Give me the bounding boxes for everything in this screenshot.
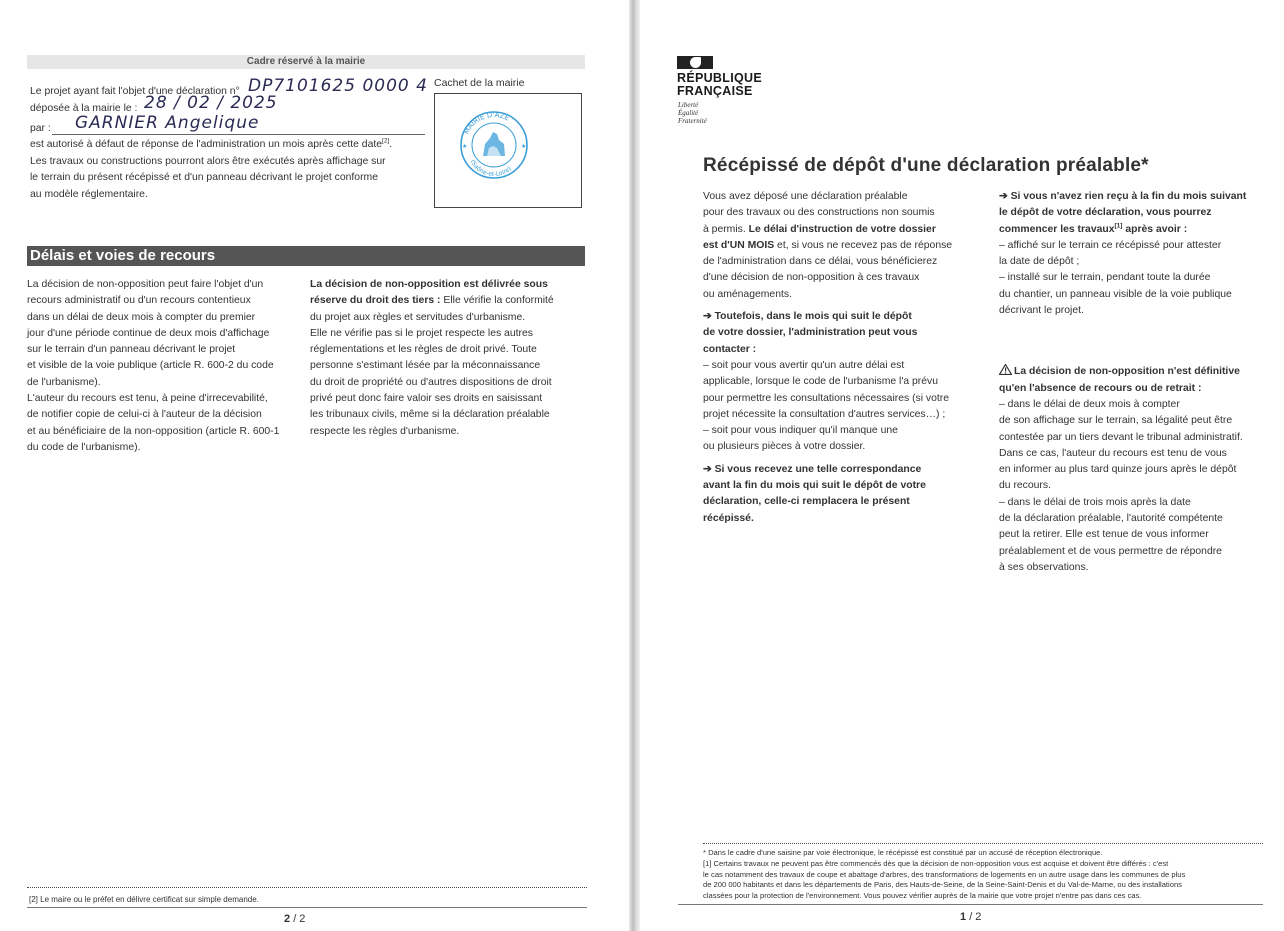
c1-p2-bold-line: ➔ Toutefois, dans le mois qui suit le dépôt — [703, 311, 912, 323]
c2-p2-line: de son affichage sur le terrain, sa légalité peut être — [999, 415, 1233, 427]
motto-egalite: Égalité — [678, 109, 699, 117]
c2-p2-bold-line: qu'en l'absence de recours ou de retrait : — [999, 382, 1202, 394]
c1-p1-line-2: pour des travaux ou des constructions non soumis — [703, 207, 935, 219]
motto-liberte: Liberté — [678, 101, 699, 109]
tiers-text-line: du projet aux règles et servitudes d'urbanisme. — [310, 311, 526, 323]
tiers-text-line: les tribunaux civils, même si la déclaration préalable — [310, 409, 550, 421]
c2-p2-line: – dans le délai de deux mois à compter — [999, 398, 1180, 410]
receipt-column-2 — [999, 189, 1269, 576]
c1-p2-line: pour permettre les consultations nécessaires (si votre — [703, 392, 950, 404]
footer-rule — [27, 907, 587, 908]
c1-p1-line-3b: Le délai d'instruction de votre dossier — [748, 223, 936, 235]
right-col-bold-1: La décision de non-opposition est délivrée sous — [310, 279, 548, 290]
c1-p1-line: d'une décision de non-opposition à ces travaux — [703, 272, 920, 284]
c2-p1-bold-3b: après avoir : — [1122, 223, 1188, 235]
recours-text-line: du code de l'urbanisme). — [27, 441, 141, 453]
page-number-2 — [284, 913, 305, 925]
recours-text-line: jour d'une période continue de deux mois d'affichage — [27, 327, 270, 339]
c2-p2-line: préalablement et de vous permettre de répondre — [999, 545, 1222, 557]
cachet-label: Cachet de la mairie — [434, 77, 525, 89]
c1-p2-bold-line: de votre dossier, l'administration peut vous — [703, 327, 918, 339]
motto-fraternite: Fraternité — [678, 117, 707, 125]
declaration-number-handwritten: DP7101625 0000 4 — [248, 76, 428, 96]
recours-text-line: La décision de non-opposition peut faire l'objet d'un — [27, 279, 264, 290]
c1-p2-line: projet nécessite la consultation d'autres services…) ; — [703, 408, 946, 420]
c2-p2-line: en informer au plus tard quinze jours après le dépôt — [999, 464, 1237, 476]
applicant-row — [30, 113, 425, 138]
c2-p2-line: – dans le délai de trois mois après la date — [999, 496, 1191, 508]
cadre-text-line-1-end: . — [389, 139, 393, 150]
cadre-text-line-2: Les travaux ou constructions pourront alors être exécutés après affichage sur — [30, 155, 386, 167]
recours-text-line: recours administratif ou d'un recours contentieux — [27, 295, 251, 307]
c1-p1-line-4a: est d'UN MOIS — [703, 239, 775, 251]
footnote-line: de 200 000 habitants et dans les départements de Paris, des Hauts-de-Seine, de la Seine-Saint-Denis et du Val-de-Marne, ou des installations — [703, 880, 1182, 890]
footnote-ref-2: [2] — [382, 137, 390, 145]
c1-p3-bold-line: avant la fin du mois qui suit le dépôt de votre — [703, 480, 926, 492]
c1-p3-bold-line: déclaration, celle-ci remplacera le présent — [703, 496, 910, 508]
footnote-separator — [27, 887, 587, 888]
c2-p2-bold-1: La décision de non-opposition n'est définitive — [1014, 366, 1240, 378]
deposit-date-label: déposée à la mairie le : — [30, 103, 138, 114]
page-current: 1 — [960, 911, 967, 923]
c2-p2-line: à ses observations. — [999, 561, 1089, 573]
c1-p1-line-1: Vous avez déposé une déclaration préalable — [703, 191, 908, 202]
footnote-line: classées pour la protection de l'environnement. Vous pouvez vérifier auprès de la mairie que votre projet n'entre pas dans ces cas. — [703, 891, 1142, 901]
c1-p2-line: – soit pour vous indiquer qu'il manque une — [703, 425, 898, 437]
tiers-text-line: du droit de propriété ou d'autres dispositions de droit — [310, 376, 552, 388]
applicant-name-handwritten: GARNIER Angelique — [75, 113, 260, 133]
cadre-form — [30, 76, 428, 203]
applicant-label: par : — [30, 123, 51, 134]
c2-p1-bold-line: ➔ Si vous n'avez rien reçu à la fin du mois suivant — [999, 191, 1247, 202]
document-title: Récépissé de dépôt d'une déclaration préalable* — [703, 155, 1149, 176]
right-col-bold-2: réserve du droit des tiers : — [310, 295, 441, 307]
tiers-text-line: personne s'estimant lésée par la méconnaissance — [310, 360, 541, 372]
cadre-text-line-3: le terrain du présent récépissé et d'un panneau décrivant le projet conforme — [30, 172, 378, 183]
c2-p1-bold-line: le dépôt de votre déclaration, vous pourrez — [999, 207, 1212, 219]
right-col-after-bold: Elle vérifie la conformité — [440, 295, 554, 307]
footnotes-block — [703, 848, 1263, 902]
recours-text-line: et au bénéficiaire de la non-opposition (article R. 600-1 — [27, 425, 280, 437]
c2-p1-bold-3a: commencer les travaux — [999, 223, 1115, 235]
marianne-logo-icon — [677, 56, 713, 69]
c2-p1-line: – installé sur le terrain, pendant toute la durée — [999, 272, 1211, 284]
footnote-ref-1: [1] — [1114, 222, 1123, 230]
c1-p3-bold-line: récépissé. — [703, 512, 754, 524]
c2-p1-line: du chantier, un panneau visible de la voie publique — [999, 288, 1232, 300]
footnotes-separator — [703, 843, 1263, 844]
recours-right-column — [310, 277, 580, 440]
svg-text:★: ★ — [521, 144, 527, 150]
footnote-2: [2] Le maire ou le préfet en délivre certificat sur simple demande. — [29, 895, 259, 904]
page-gutter — [629, 0, 640, 931]
c1-p1-line-3a: à permis. — [703, 223, 749, 235]
c1-p2-line: – soit pour vous avertir qu'un autre délai est — [703, 359, 905, 371]
c1-p2-line: ou plusieurs pièces à votre dossier. — [703, 441, 866, 453]
footnote-line: le cas notamment des travaux de coupe et abattage d'arbres, des transformations de logements en un autre usage dans les communes de plus — [703, 869, 1186, 879]
c2-p2-line: du recours. — [999, 480, 1051, 492]
cadre-text-line-4: au modèle réglementaire. — [30, 188, 148, 200]
svg-text:★: ★ — [462, 144, 468, 150]
recours-text-line: et visible de la voie publique (article R. 600-2 du code — [27, 360, 274, 372]
c1-p1-line: de l'administration dans ce délai, vous bénéficierez — [703, 256, 938, 268]
tiers-text-line: réglementations et les règles de droit privé. Toute — [310, 344, 537, 356]
warning-icon — [999, 364, 1012, 375]
cadre-text — [30, 137, 425, 203]
logo-line-1: RÉPUBLIQUE — [677, 71, 762, 85]
footer-rule-page-1 — [678, 904, 1263, 905]
c1-p2-bold-line: contacter : — [703, 343, 757, 355]
page-number-1 — [960, 911, 981, 923]
footnote-line: [1] Certains travaux ne peuvent pas être commencés dès que la décision de non-opposition vous est acquise et doivent être différés : c'est — [703, 858, 1169, 868]
tiers-text-line: Elle ne vérifie pas si le projet respecte les autres — [310, 327, 533, 339]
recours-text-line: sur le terrain d'un panneau décrivant le projet — [27, 344, 236, 356]
recours-text-line: L'auteur du recours est tenu, à peine d'irrecevabilité, — [27, 393, 268, 405]
stamp-text-bottom: (Saône-et-Loire) — [468, 158, 513, 179]
c1-p3-bold-line: ➔ Si vous recevez une telle correspondance — [703, 463, 922, 475]
declaration-number-label: Le projet ayant fait l'objet d'une déclaration n° — [30, 86, 240, 97]
logo-line-2: FRANÇAISE — [677, 84, 753, 98]
recours-text-line: dans un délai de deux mois à compter du premier — [27, 311, 256, 323]
mairie-stamp — [457, 108, 531, 180]
tiers-text-line: privé peut donc faire valoir ses droits en saisissant — [310, 393, 543, 405]
cachet-box — [434, 93, 582, 208]
tiers-text-line: respecte les règles d'urbanisme. — [310, 425, 460, 437]
page-total: / 2 — [293, 913, 306, 925]
c1-p2-line: applicable, lorsque le code de l'urbanisme l'a prévu — [703, 376, 939, 388]
cadre-header: Cadre réservé à la mairie — [27, 55, 585, 69]
applicant-underline — [52, 134, 425, 135]
deposit-date-handwritten: 28 / 02 / 2025 — [144, 93, 278, 113]
page-2 — [0, 0, 629, 931]
c2-p1-line: la date de dépôt ; — [999, 256, 1080, 268]
c2-p1-line: décrivant le projet. — [999, 305, 1084, 317]
republic-motto — [678, 101, 707, 125]
recours-text-line: de notifier copie de celui-ci à l'auteur de la décision — [27, 409, 262, 421]
receipt-column-1 — [703, 189, 978, 527]
recours-text-line: de l'urbanisme). — [27, 376, 101, 388]
footnote-line: * Dans le cadre d'une saisine par voie électronique, le récépissé est constitué par un accusé de réception électronique. — [703, 848, 1103, 857]
c1-p1-line-4b: et, si vous ne recevez pas de réponse — [774, 239, 953, 251]
c2-p1-line: – affiché sur le terrain ce récépissé pour attester — [999, 239, 1222, 251]
cadre-text-line-1: est autorisé à défaut de réponse de l'administration un mois après cette date — [30, 139, 383, 150]
c1-p1-line: ou aménagements. — [703, 288, 792, 300]
c2-p2-line: peut la retirer. Elle est tenue de vous informer — [999, 529, 1209, 541]
section-title-delais: Délais et voies de recours — [27, 246, 585, 266]
page-current: 2 — [284, 913, 291, 925]
page-total: / 2 — [969, 911, 982, 923]
c2-p2-line: Dans ce cas, l'auteur du recours est tenu de vous — [999, 447, 1227, 459]
c2-p2-line: de la déclaration préalable, l'autorité compétente — [999, 513, 1223, 525]
republique-francaise-logo — [677, 72, 762, 98]
recours-left-column — [27, 277, 297, 456]
c2-p2-line: contestée par un tiers devant le tribunal administratif. — [999, 431, 1243, 443]
stamp-text-top: MAIRIE D'AZE — [462, 110, 511, 136]
